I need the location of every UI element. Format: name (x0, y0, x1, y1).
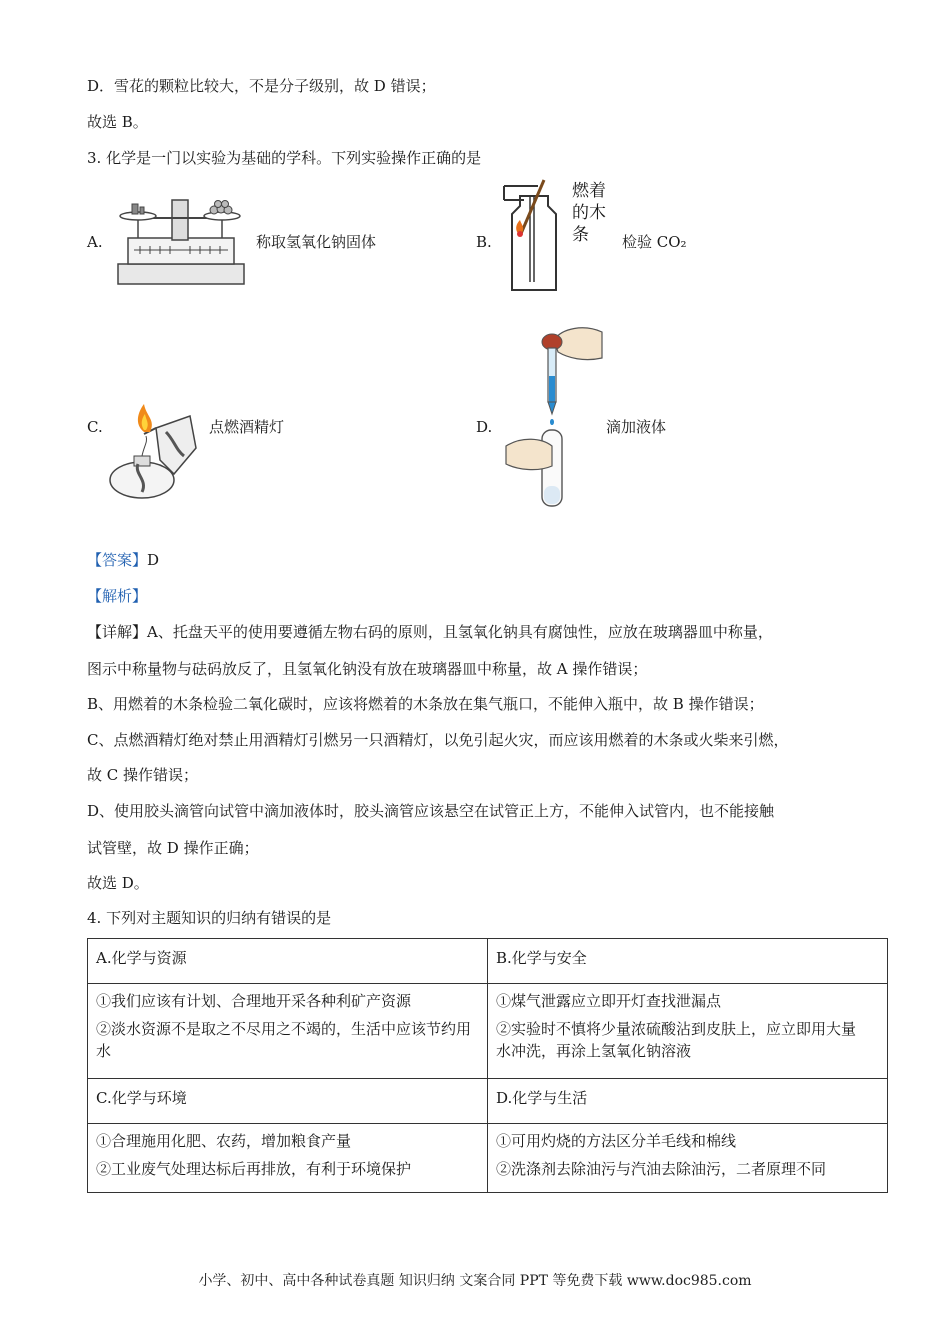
explain-line: 图示中称量物与砝码放反了，且氢氧化钠没有放在玻璃器皿中称量，故 A 操作错误； (87, 660, 648, 678)
table-cell (488, 1124, 888, 1193)
explain-line: 故 C 操作错误； (87, 766, 199, 784)
burning-stick-caption: 燃着的木条 (572, 181, 606, 245)
table-cell-header: B.化学与安全 (488, 939, 888, 984)
answer-line (87, 550, 159, 570)
table-item: ①煤气泄露应立即开灯查找泄漏点 (496, 992, 722, 1010)
answer-tag: 【答案】 (87, 551, 148, 569)
explain-line: C、点燃酒精灯绝对禁止用酒精灯引燃另一只酒精灯，以免引起火灾，而应该用燃着的木条或火柴来引燃， (87, 731, 789, 749)
explain-line: B、用燃着的木条检验二氧化碳时，应该将燃着的木条放在集气瓶口，不能伸入瓶中，故 B 操作错误； (87, 695, 764, 713)
table-item: ①可用灼烧的方法区分羊毛线和棉线 (496, 1132, 737, 1150)
answer-value: D (147, 551, 160, 569)
table-cell-header: D.化学与生活 (488, 1079, 888, 1124)
table-item: ②工业废气处理达标后再排放，有利于环境保护 (96, 1160, 412, 1178)
option-a-text: 称取氢氧化钠固体 (256, 233, 377, 251)
table-item: ①合理施用化肥、农药，增加粮食产量 (96, 1132, 352, 1150)
table-cell (488, 984, 888, 1079)
table-cell-header: A.化学与资源 (88, 939, 488, 984)
explain-line: D、使用胶头滴管向试管中滴加液体时，胶头滴管应该悬空在试管正上方，不能伸入试管内，也不能接触 (87, 802, 775, 820)
option-c-text: 点燃酒精灯 (209, 418, 285, 436)
analysis-tag: 【解析】 (87, 587, 148, 605)
balance-figure (110, 192, 250, 294)
text-line: D．雪花的颗粒比较大，不是分子级别，故 D 错误； (87, 77, 436, 95)
table-cell (88, 1124, 488, 1193)
explain-line: 【详解】A、托盘天平的使用要遵循左物右码的原则，且氢氧化钠具有腐蚀性，应放在玻璃器皿中称量， (87, 623, 773, 641)
option-d-label: D. (476, 418, 493, 436)
table-item: ①我们应该有计划、合理地开采各种利矿产资源 (96, 992, 412, 1010)
question-4: 4. 下列对主题知识的归纳有错误的是 (87, 909, 332, 927)
explain-line: 故选 D。 (87, 874, 149, 892)
text-line: 故选 B。 (87, 113, 148, 131)
dropper-figure (502, 318, 608, 516)
option-b-label: B. (476, 233, 492, 251)
page-footer: 小学、初中、高中各种试卷真题 知识归纳 文案合同 PPT 等免费下载 www.doc985.com (198, 1273, 752, 1289)
explain-line: 试管壁，故 D 操作正确； (87, 839, 259, 857)
option-d-text: 滴加液体 (606, 418, 667, 436)
table-cell-header: C.化学与环境 (88, 1079, 488, 1124)
table-cell (88, 984, 488, 1079)
table-item: ②洗涤剂去除油污与汽油去除油污，二者原理不同 (496, 1160, 827, 1178)
question-3: 3. 化学是一门以实验为基础的学科。下列实验操作正确的是 (87, 149, 482, 167)
gas-bottle-figure (498, 178, 568, 300)
option-b-text: 检验 CO₂ (622, 233, 687, 251)
option-c-label: C. (87, 418, 103, 436)
knowledge-table (87, 938, 888, 1193)
table-item: ②淡水资源不是取之不尽用之不竭的，生活中应该节约用水 (96, 1020, 472, 1060)
table-item: ②实验时不慎将少量浓硫酸沾到皮肤上，应立即用大量 水冲洗，再涂上氢氧化钠溶液 (496, 1020, 872, 1060)
alcohol-lamp-figure (104, 402, 204, 506)
option-a-label: A. (87, 233, 103, 251)
